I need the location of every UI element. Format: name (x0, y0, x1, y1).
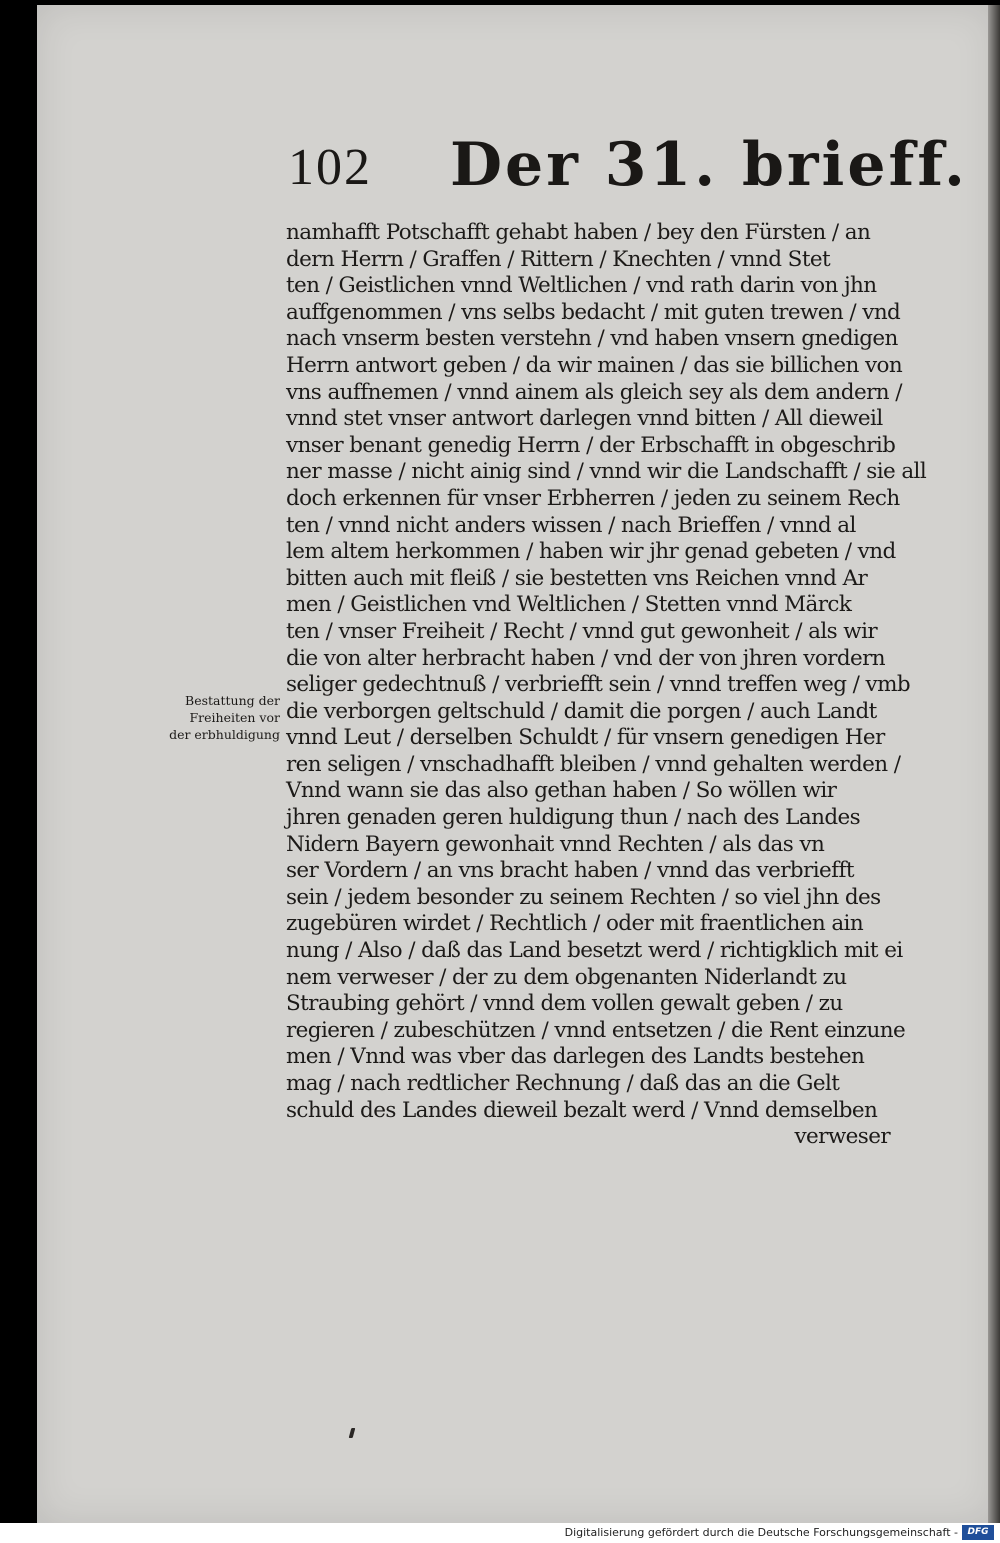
text-line: auffgenommen / vns selbs bedacht / mit guten trewen / vnd (286, 299, 901, 325)
footer-credit: Digitalisierung gefördert durch die Deutsche Forschungsgemeinschaft - (564, 1526, 958, 1539)
text-line: nung / Also / daß das Land besetzt werd / richtigklich mit ei (286, 938, 903, 964)
text-line: ten / vnnd nicht anders wissen / nach Brieffen / vnnd al (286, 512, 856, 538)
text-line: mag / nach redtlicher Rechnung / daß das an die Gelt (286, 1071, 840, 1096)
marginal-note-line: Bestattung der (185, 693, 280, 708)
text-line: men / Geistlichen vnd Weltlichen / Stetten vnnd Märck (286, 592, 852, 618)
text-line: nach vnserm besten verstehn / vnd haben vnsern gnedigen (286, 326, 898, 352)
running-heading: Der 31. brieff. (450, 130, 968, 200)
text-line: seliger gedechtnuß / verbriefft sein / vnnd treffen weg / vmb (286, 672, 911, 698)
catchword: verweser (794, 1124, 890, 1150)
text-line: ren seligen / vnschadhafft bleiben / vnnd gehalten werden / (286, 751, 901, 777)
text-line: bitten auch mit fleiß / sie bestetten vns Reichen vnnd Ar (286, 565, 868, 591)
text-line: regieren / zubeschützen / vnnd entsetzen / die Rent einzune (286, 1017, 906, 1043)
text-line: schuld des Landes dieweil bezalt werd / Vnnd demselben (286, 1097, 878, 1123)
text-line: vnser benant genedig Herrn / der Erbschafft in obgeschrib (286, 432, 896, 458)
text-line: vnnd Leut / derselben Schuldt / für vnsern genedigen Her (286, 725, 885, 751)
text-line: men / Vnnd was vber das darlegen des Landts bestehen (286, 1044, 865, 1070)
marginal-note (138, 692, 280, 743)
text-line: zugebüren wirdet / Rechtlich / oder mit fraentlichen ain (286, 911, 864, 937)
text-line: ner masse / nicht ainig sind / vnnd wir die Landschafft / sie all (286, 459, 927, 485)
body-text (286, 220, 927, 1151)
text-line: dern Herrn / Graffen / Rittern / Knechten / vnnd Stet (286, 246, 831, 272)
text-line: vns auffnemen / vnnd ainem als gleich sey als dem andern / (286, 379, 902, 405)
text-line: sein / jedem besonder zu seinem Rechten / so viel jhn des (286, 884, 881, 910)
text-line: die verborgen geltschuld / damit die porgen / auch Landt (286, 698, 877, 724)
text-line: ten / Geistlichen vnnd Weltlichen / vnd rath darin von jhn (286, 273, 877, 299)
dfg-logo: DFG (962, 1525, 994, 1540)
text-line: nem verweser / der zu dem obgenanten Niderlandt zu (286, 964, 847, 990)
text-line: vnnd stet vnser antwort darlegen vnnd bitten / All dieweil (286, 406, 883, 432)
page-edge (988, 5, 1000, 1523)
text-line: namhafft Potschafft gehabt haben / bey den Fürsten / an (286, 220, 871, 245)
text-line: doch erkennen für vnser Erbherren / jeden zu seinem Rech (286, 485, 900, 511)
marginal-note-line: Freiheiten vor (189, 710, 280, 725)
text-line: die von alter herbracht haben / vnd der von jhren vordern (286, 645, 886, 671)
text-line: Nidern Bayern gewonhait vnnd Rechten / als das vn (286, 831, 825, 857)
text-line: Vnnd wann sie das also gethan haben / So wöllen wir (286, 778, 837, 804)
text-line: ten / vnser Freiheit / Recht / vnnd gut gewonheit / als wir (286, 618, 878, 644)
text-line: ser Vordern / an vns bracht haben / vnnd das verbriefft (286, 858, 854, 884)
page-number: 102 (288, 139, 372, 196)
text-line: lem altem herkommen / haben wir jhr genad gebeten / vnd (286, 539, 896, 565)
marginal-note-line: der erbhuldigung (169, 727, 280, 742)
text-line: jhren genaden geren huldigung thun / nach des Landes (286, 805, 861, 831)
text-line: Herrn antwort geben / da wir mainen / das sie billichen von (286, 352, 903, 378)
text-line: Straubing gehört / vnnd dem vollen gewalt geben / zu (286, 991, 843, 1017)
